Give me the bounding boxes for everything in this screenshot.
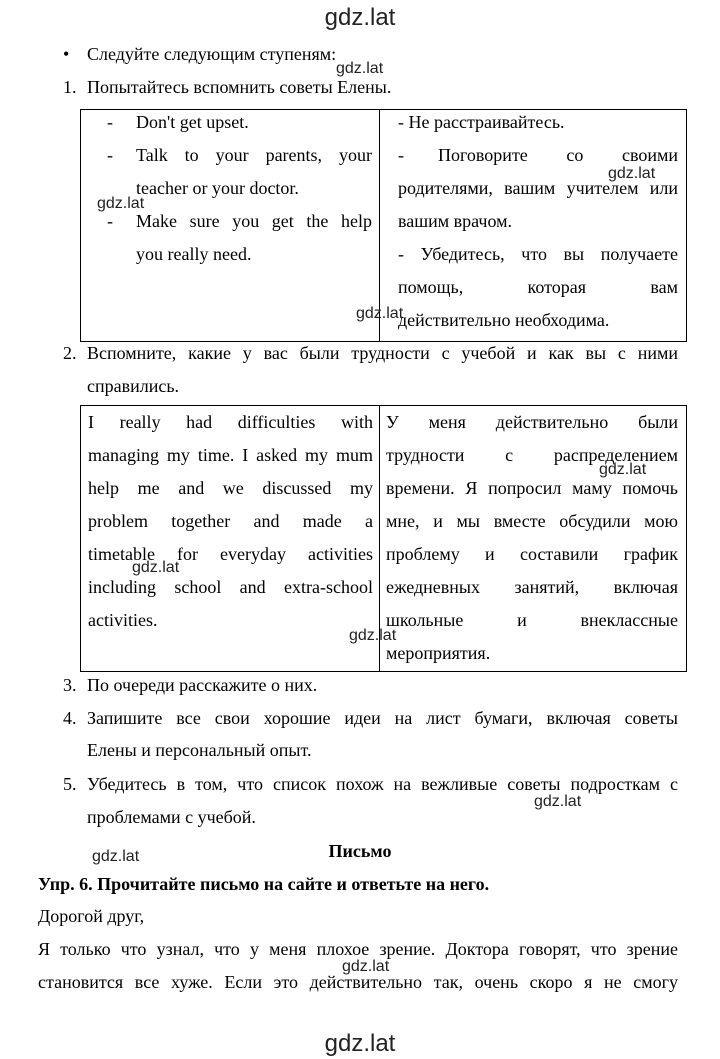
step-text: По очереди расскажите о них. (87, 675, 318, 695)
intro-text: Следуйте следующим ступеням: (87, 44, 337, 64)
watermark: gdz.lat (608, 165, 656, 182)
greeting: Дорогой друг, (38, 906, 145, 926)
watermark: gdz.lat (92, 848, 140, 865)
step-text: Вспомните, какие у вас были трудности с учебой и как вы с ними (87, 343, 678, 363)
dash-icon: - (107, 112, 113, 132)
dash-icon: - (398, 145, 404, 165)
watermark-top: gdz.lat (324, 4, 396, 31)
dash-icon: - (107, 211, 113, 231)
step-text: справились. (87, 376, 180, 396)
watermark: gdz.lat (356, 305, 404, 322)
step-number: 1. (63, 77, 77, 97)
watermark: gdz.lat (599, 461, 647, 478)
watermark: gdz.lat (534, 793, 582, 810)
letter-line: Я только что узнал, что у меня плохое зрение. Доктора говорят, что зрение (38, 939, 678, 959)
experience-table: I really had difficulties with managing my time. I asked my mum help me and we discussed my problem together and made a timetable for everyday activities including school and extra-school activities. У меня действительно были трудности с распределением времени. Я попросил маму помочь мне, и мы вместе обсудили мою проблему и составили график ежедневных занятий, включая школьные и внеклассные мероприятия. (80, 405, 687, 672)
letter-line: становится все хуже. Если это действительно так, очень скоро я не смогу (38, 972, 678, 992)
step-text: Запишите все свои хорошие идеи на лист бумаги, включая советы (87, 708, 678, 728)
watermark-bottom: gdz.lat (324, 1030, 396, 1057)
step-text: проблемами с учебой. (87, 807, 256, 827)
watermark: gdz.lat (132, 559, 180, 576)
step-text: Попытайтесь вспомнить советы Елены. (87, 77, 392, 97)
watermark: gdz.lat (97, 195, 145, 212)
watermark: gdz.lat (342, 958, 390, 975)
step-number: 2. (63, 343, 77, 363)
step-number: 4. (63, 708, 77, 728)
exercise-heading: Упр. 6. Прочитайте письмо на сайте и ответьте на него. (38, 874, 490, 894)
step-text: Убедитесь в том, что список похож на вежливые советы подросткам с (87, 774, 678, 794)
step-number: 5. (63, 774, 77, 794)
advice-table: - Don't get upset. - Talk to your parents, your teacher or your doctor. - Make sure you get the help you really need. - Не расстраивайтесь. - Поговорите со своими родителями, вашим учителем или вашим врачом. - Убедитесь, что вы получаете помощь, которая вам действительно необходима. (80, 109, 687, 342)
watermark: gdz.lat (349, 627, 397, 644)
dash-icon: - (107, 145, 113, 165)
watermark: gdz.lat (336, 60, 384, 77)
step-text: Елены и персональный опыт. (87, 740, 312, 760)
section-title: Письмо (328, 841, 392, 861)
bullet-icon: • (63, 44, 70, 64)
step-number: 3. (63, 675, 77, 695)
